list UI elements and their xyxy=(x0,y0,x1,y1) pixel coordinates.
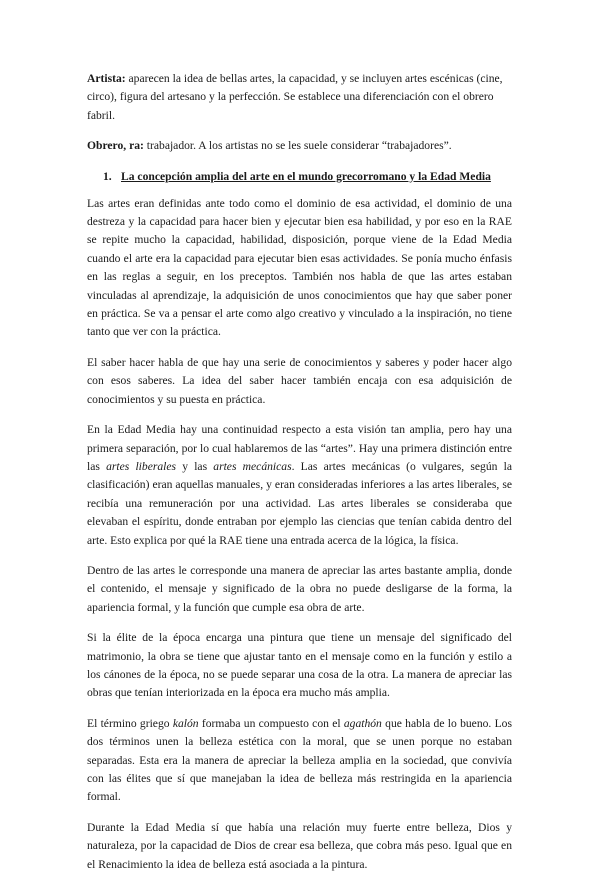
section-number: 1. xyxy=(103,169,112,183)
paragraph-6 xyxy=(87,715,512,807)
term-kalon: kalón xyxy=(172,716,199,730)
paragraph-4: Dentro de las artes le corresponde una manera de apreciar las artes bastante amplia, donde el contenido, el mensaje y significado de la obra no puede desligarse de la forma, la apariencia formal, y la función que cumple esa obra de arte. xyxy=(87,563,512,614)
term-artista: Artista: xyxy=(87,72,126,85)
paragraph-3-part-a: En la Edad Media hay una continuidad respecto a esta visión tan amplia, pero hay una primera separación, por lo cual hablaremos de las “artes”. Hay una primera distinción entre las xyxy=(87,423,512,473)
paragraph-6-part-a: El término griego xyxy=(87,716,173,730)
definition-artista xyxy=(87,70,512,125)
paragraph-3-part-c: . Las artes mecánicas (o vulgares, según la clasificación) eran aquellas manuales, y eran consideradas inferiores a las artes liberales, se recibía una remuneración por una actividad. Las artes liberales se consideraba que elevaban el espíritu, donde entraban por ejemplo las ciencias que tenían cabida dentro del arte. Esto explica por qué la RAE tiene una entrada acerca de la lógica, la física. xyxy=(87,459,512,547)
definition-artista-text: aparecen la idea de bellas artes, la capacidad, y se incluyen artes escénicas (cine, circo), figura del artesano y la perfección. Se establece una diferenciación con el obrero fabril. xyxy=(87,72,503,122)
term-obrero: Obrero, ra: xyxy=(87,139,144,153)
paragraph-1: Las artes eran definidas ante todo como el dominio de esa actividad, el dominio de una destreza y la capacidad para hacer bien y ejecutar bien esa habilidad, y por eso en la RAE se repite mucho la capacidad, habilidad, disposición, porque viene de la Edad Media cuando el arte era la capacidad para ejecutar bien esas actividades. Se ponía mucho énfasis en las reglas a seguir, en los preceptos. También nos habla de que las artes estaban vinculadas al aprendizaje, la adquisición de unos conocimientos que hay que saber poner en práctica. Se va a pensar el arte como algo creativo y vinculado a la inspiración, no tiene tanto que ver con la práctica. xyxy=(87,196,512,339)
paragraph-6-part-c: que habla de lo bueno. Los dos términos unen la belleza estética con la moral, que se unen porque no estaban separadas. Esta era la manera de apreciar la belleza amplia en la sociedad, que convivía con las élites que sí que manejaban la idea de belleza más restringida en la apariencia formal. xyxy=(87,716,512,804)
paragraph-7: Durante la Edad Media sí que había una relación muy fuerte entre belleza, Dios y naturaleza, por la capacidad de Dios de crear esa belleza, que cobra más peso. Igual que en el Renacimiento la idea de belleza está asociada a la pintura. xyxy=(87,820,512,871)
term-artes-liberales: artes liberales xyxy=(106,459,177,473)
paragraph-3 xyxy=(87,421,512,550)
paragraph-2: El saber hacer habla de que hay una serie de conocimientos y saberes y poder hacer algo con esos saberes. La idea del saber hacer también encaja con esa adquisición de conocimientos y su puesta en práctica. xyxy=(87,355,512,406)
paragraph-5: Si la élite de la época encarga una pintura que tiene un mensaje del significado del matrimonio, la obra se tiene que ajustar tanto en el mensaje como en la función y estilo a los cánones de la época, no se puede separar una cosa de la otra. La manera de apreciar las obras que tenían interiorizada en la época era mucho más amplia. xyxy=(87,631,512,700)
term-agathon: agathón xyxy=(343,716,382,730)
paragraph-6-part-b: formaba un compuesto con el xyxy=(198,716,344,730)
definition-obrero xyxy=(87,137,512,155)
section-heading xyxy=(87,168,512,186)
term-artes-mecanicas: artes mecánicas xyxy=(213,459,292,473)
section-title: La concepción amplia del arte en el mundo grecorromano y la Edad Media xyxy=(121,169,491,183)
paragraph-3-part-b: y las xyxy=(176,459,214,473)
definition-obrero-text: trabajador. A los artistas no se les suele considerar “trabajadores”. xyxy=(143,139,452,153)
